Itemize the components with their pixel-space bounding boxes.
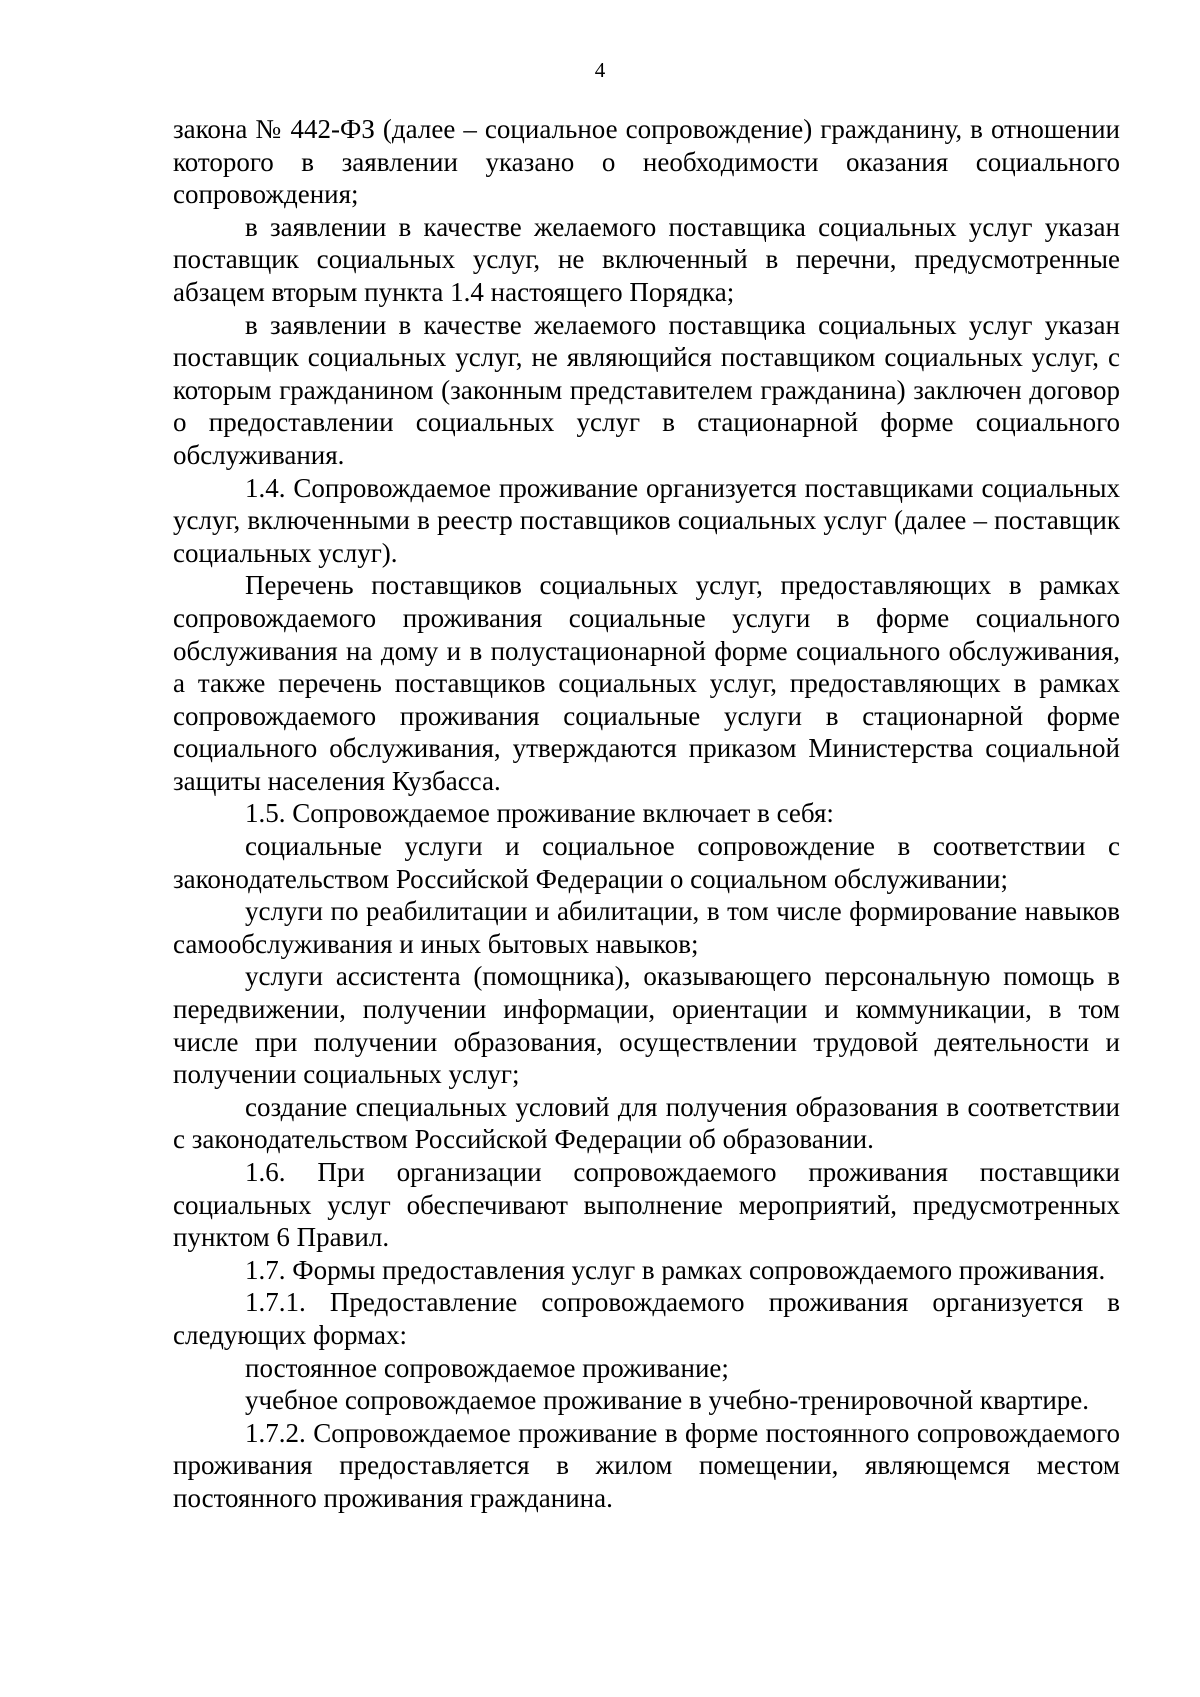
document-body bbox=[173, 113, 1120, 1515]
paragraph-section-1-7: 1.7. Формы предоставления услуг в рамках сопровождаемого проживания. bbox=[245, 1254, 1106, 1285]
paragraph-section-1-7-1: 1.7.1. Предоставление сопровождаемого проживания организуется в следующих формах: bbox=[173, 1287, 1120, 1350]
paragraph-section-1-6: 1.6. При организации сопровождаемого проживания поставщики социальных услуг обеспечивают выполнение мероприятий, предусмотренных пунктом 6 Правил. bbox=[173, 1157, 1120, 1253]
paragraph: в заявлении в качестве желаемого поставщика социальных услуг указан поставщик социальных услуг, не являющийся поставщиком социальных услуг, с которым гражданином (законным представителем гражданина) заключен договор о предоставлении социальных услуг в стационарной форме социального обслуживания. bbox=[173, 309, 1120, 470]
paragraph: в заявлении в качестве желаемого поставщика социальных услуг указан поставщик социальных услуг, не включенный в перечни, предусмотренные абзацем вторым пункта 1.4 настоящего Порядка; bbox=[173, 211, 1120, 307]
paragraph: постоянное сопровождаемое проживание; bbox=[245, 1352, 729, 1383]
paragraph: учебное сопровождаемое проживание в учебно-тренировочной квартире. bbox=[245, 1385, 1090, 1416]
paragraph: социальные услуги и социальное сопровождение в соответствии с законодательством Российской Федерации о социальном обслуживании; bbox=[173, 831, 1120, 894]
paragraph: Перечень поставщиков социальных услуг, предоставляющих в рамках сопровождаемого проживания социальные услуги в форме социального обслуживания на дому и в полустационарной форме социального обслуживания, а также перечень поставщиков социальных услуг, предоставляющих в рамках сопровождаемого проживания социальные услуги в стационарной форме социального обслуживания, утверждаются приказом Министерства социальной защиты населения Кузбасса. bbox=[173, 570, 1120, 796]
page-number: 4 bbox=[594, 58, 606, 82]
paragraph-continuation: закона № 442-ФЗ (далее – социальное сопровождение) гражданину, в отношении которого в заявлении указано о необходимости оказания социального сопровождения; bbox=[173, 114, 1120, 210]
paragraph: услуги ассистента (помощника), оказывающего персональную помощь в передвижении, получении информации, ориентации и коммуникации, в том числе при получении образования, осуществлении трудовой деятельности и получении социальных услуг; bbox=[173, 961, 1120, 1090]
paragraph-section-1-5: 1.5. Сопровождаемое проживание включает в себя: bbox=[245, 798, 834, 829]
paragraph-section-1-7-2: 1.7.2. Сопровождаемое проживание в форме постоянного сопровождаемого проживания предоставляется в жилом помещении, являющемся местом постоянного проживания гражданина. bbox=[173, 1417, 1120, 1513]
paragraph: создание специальных условий для получения образования в соответствии с законодательством Российской Федерации об образовании. bbox=[173, 1091, 1120, 1155]
paragraph-section-1-4: 1.4. Сопровождаемое проживание организуется поставщиками социальных услуг, включенными в реестр поставщиков социальных услуг (далее – поставщик социальных услуг). bbox=[173, 472, 1120, 568]
paragraph: услуги по реабилитации и абилитации, в том числе формирование навыков самообслуживания и иных бытовых навыков; bbox=[173, 896, 1120, 959]
